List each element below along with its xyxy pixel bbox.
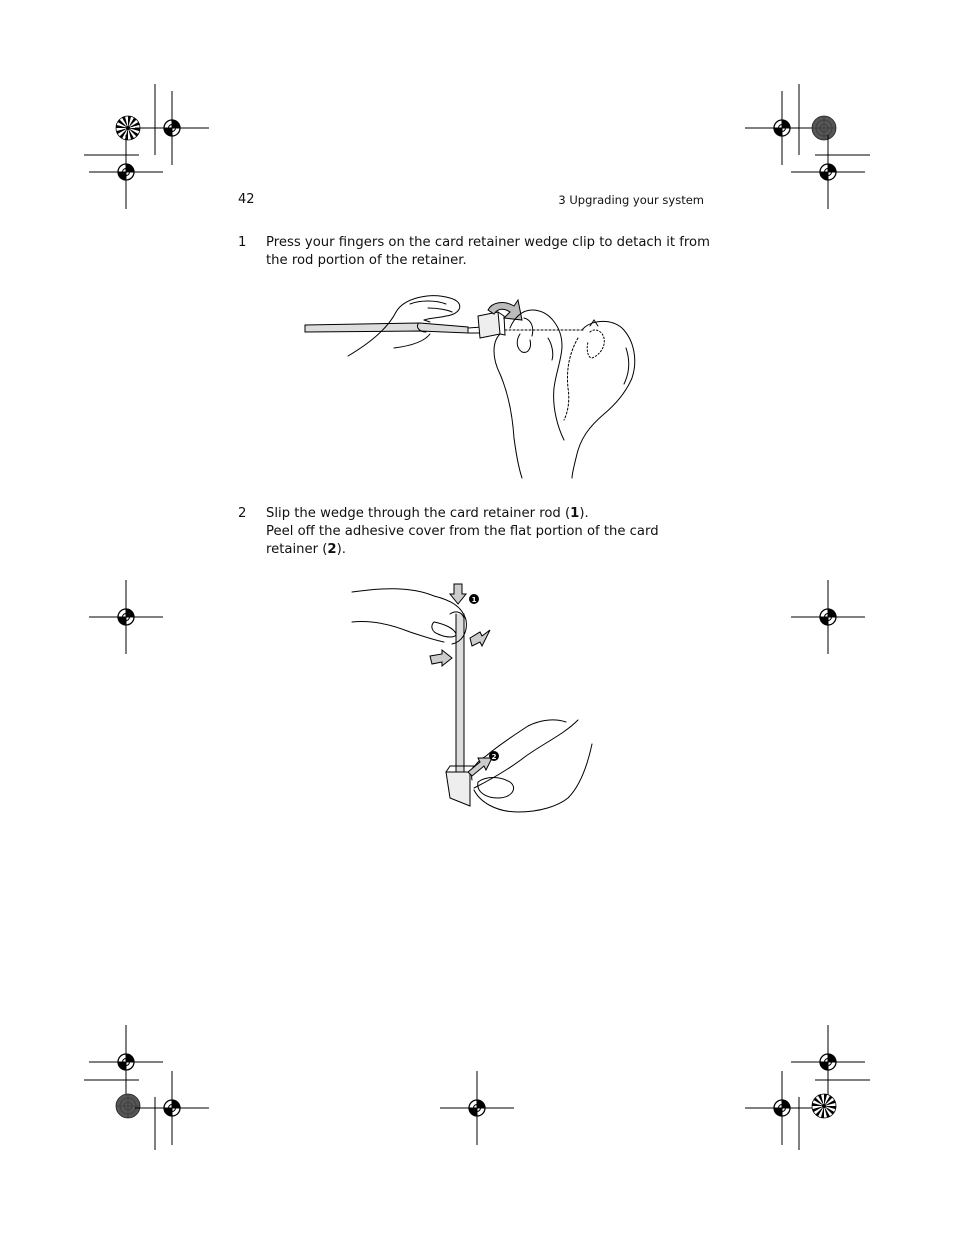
figure-slip-wedge-peel-cover (350, 576, 600, 826)
figure-callout-1: 1 (471, 596, 477, 604)
page-number: 42 (238, 192, 255, 207)
step-2-number: 2 (238, 506, 247, 521)
step-1-number: 1 (238, 235, 247, 250)
step-2-line-1: Slip the wedge through the card retainer rod (1). (266, 506, 589, 521)
step-1-line-2: the rod portion of the retainer. (266, 253, 467, 268)
figure-detach-wedge-clip (300, 288, 645, 480)
callout-ref-2: 2 (327, 542, 337, 557)
step-1-text (266, 234, 726, 270)
step-2-line-3: retainer (2). (266, 542, 346, 557)
running-head: 3 Upgrading your system (558, 193, 704, 207)
figure-callout-2: 2 (491, 753, 497, 761)
callout-ref-1: 1 (570, 506, 580, 521)
step-2-text (266, 505, 726, 559)
step-1-line-1: Press your fingers on the card retainer wedge clip to detach it from (266, 235, 710, 250)
step-2-line-2: Peel off the adhesive cover from the flat portion of the card (266, 524, 659, 539)
